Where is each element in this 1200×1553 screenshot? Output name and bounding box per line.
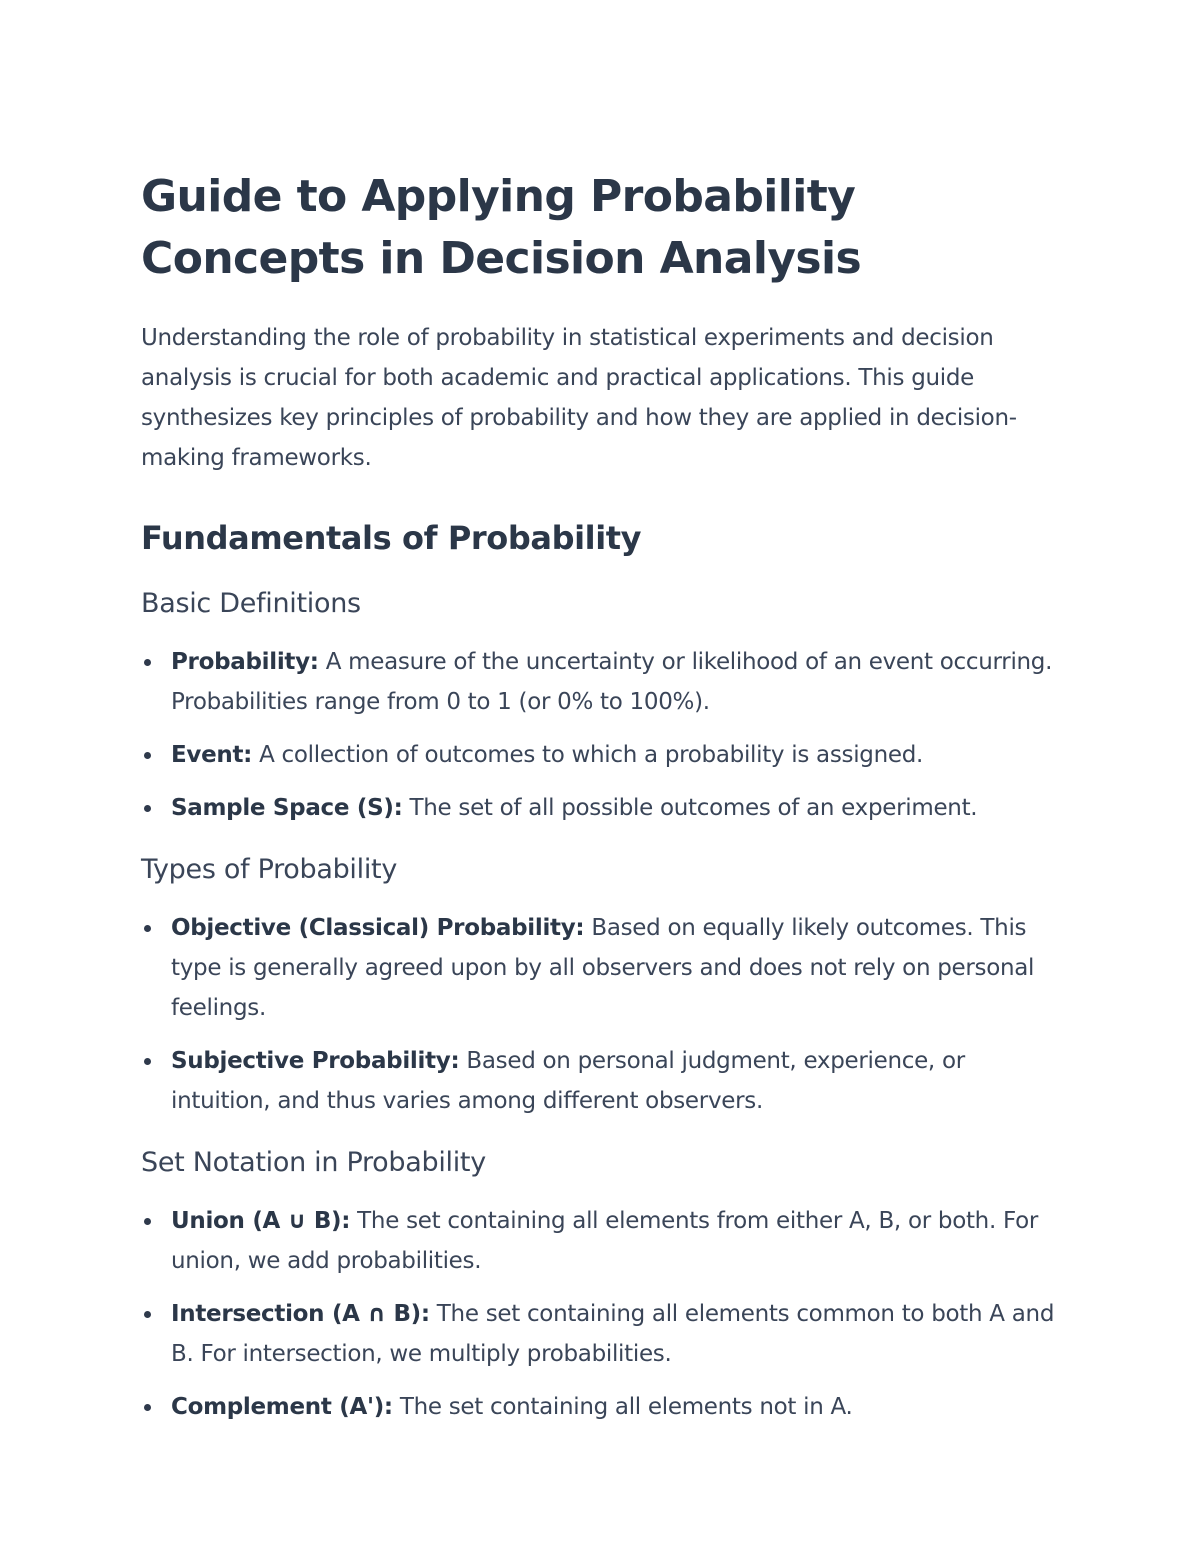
term-description: Based on personal judgment, experience, or intuition, and thus varies among different observers. xyxy=(171,1048,965,1114)
subheading-set-notation: Set Notation in Probability xyxy=(141,1147,486,1178)
list-item xyxy=(141,1201,1060,1281)
bullet-icon xyxy=(144,1404,151,1411)
term-description: Based on equally likely outcomes. This type is generally agreed upon by all observers and does not rely on personal feelings. xyxy=(171,915,1035,1021)
types-of-probability-list xyxy=(141,908,1060,1121)
term-label: Sample Space (S): xyxy=(171,795,403,821)
term-label: Union (A ∪ B): xyxy=(171,1208,351,1234)
list-item xyxy=(141,735,1060,775)
list-item xyxy=(141,1041,1060,1121)
term-label: Event: xyxy=(171,742,253,768)
bullet-icon xyxy=(144,1218,151,1225)
list-item xyxy=(141,788,1060,828)
term-description: A collection of outcomes to which a probability is assigned. xyxy=(252,742,924,768)
subheading-types-of-probability: Types of Probability xyxy=(141,854,397,885)
set-notation-list xyxy=(141,1201,1060,1427)
bullet-icon xyxy=(144,1058,151,1065)
term-description: The set of all possible outcomes of an experiment. xyxy=(402,795,978,821)
list-item xyxy=(141,908,1060,1028)
bullet-icon xyxy=(144,659,151,666)
bullet-icon xyxy=(144,925,151,932)
term-label: Subjective Probability: xyxy=(171,1048,460,1074)
page-title: Guide to Applying Probability Concepts in Decision Analysis xyxy=(141,171,862,284)
list-item xyxy=(141,1387,1060,1427)
term-label: Probability: xyxy=(171,649,319,675)
term-label: Objective (Classical) Probability: xyxy=(171,915,585,941)
section-heading-fundamentals: Fundamentals of Probability xyxy=(141,519,642,557)
term-label: Complement (A'): xyxy=(171,1394,393,1420)
term-description: The set containing all elements common to both A and B. For intersection, we multiply probabilities. xyxy=(171,1301,1055,1367)
list-item xyxy=(141,1294,1060,1374)
term-description: A measure of the uncertainty or likelihood of an event occurring. Probabilities range from 0 to 1 (or 0% to 100%). xyxy=(171,649,1053,715)
term-description: The set containing all elements from either A, B, or both. For union, we add probabilities. xyxy=(171,1208,1039,1274)
subheading-basic-definitions: Basic Definitions xyxy=(141,588,361,619)
term-description: The set containing all elements not in A. xyxy=(392,1394,853,1420)
bullet-icon xyxy=(144,805,151,812)
bullet-icon xyxy=(144,1311,151,1318)
intro-paragraph: Understanding the role of probability in statistical experiments and decision analysis is crucial for both academic and practical applications. This guide synthesizes key principles of probability and how they are applied in decision-making frameworks. xyxy=(141,325,1017,471)
term-label: Intersection (A ∩ B): xyxy=(171,1301,430,1327)
bullet-icon xyxy=(144,752,151,759)
basic-definitions-list xyxy=(141,642,1060,828)
list-item xyxy=(141,642,1060,722)
